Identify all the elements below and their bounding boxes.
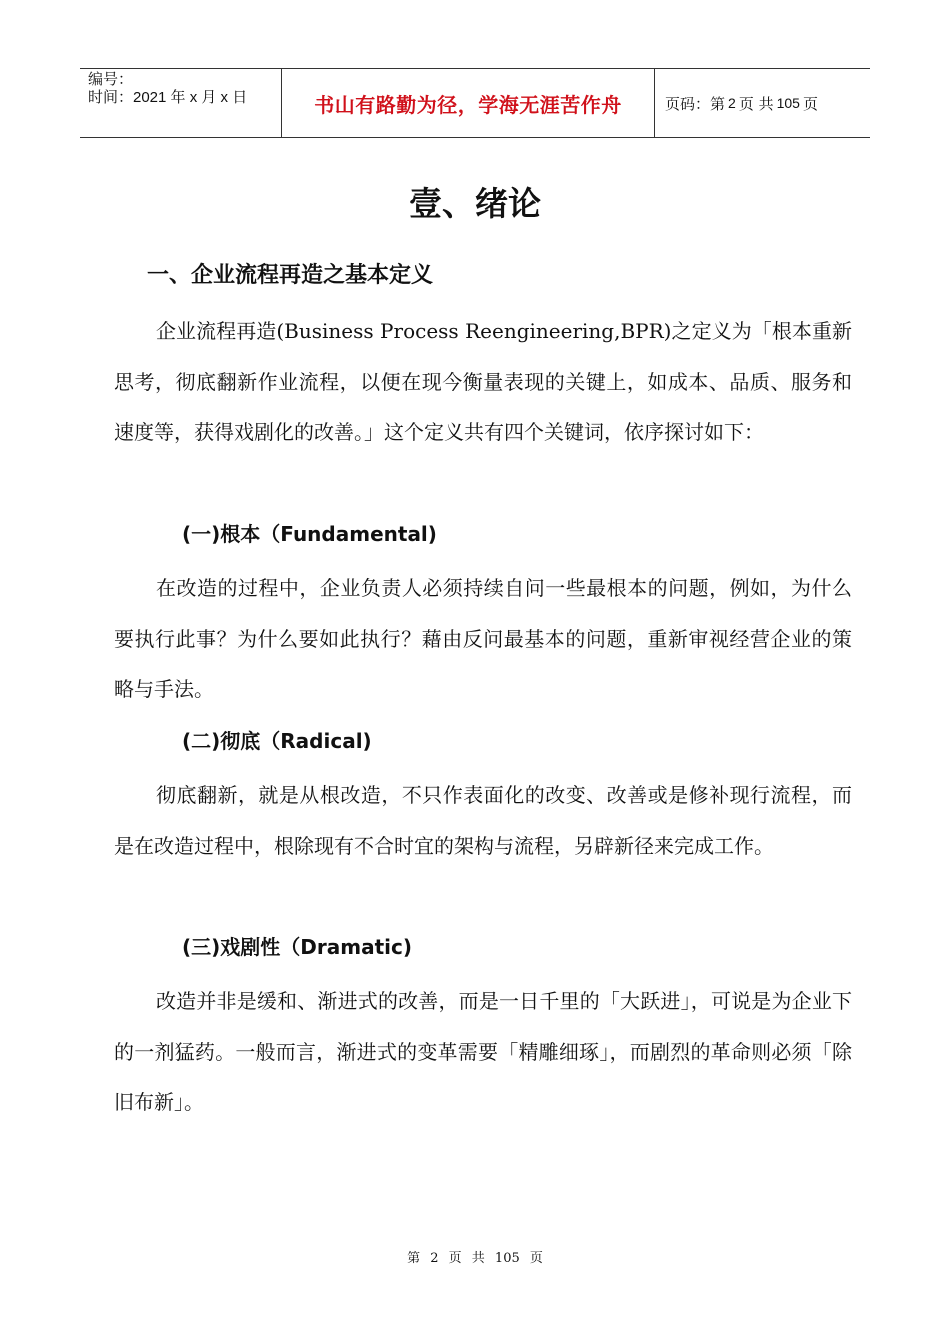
page-header — [80, 68, 870, 138]
section-title: 一、企业流程再造之基本定义 — [147, 263, 434, 288]
serial-label: 编号： — [88, 71, 134, 88]
subsection-title-radical: (二)彻底（Radical) — [182, 729, 372, 753]
page-prefix: 页码：第 — [665, 94, 726, 113]
page-footer: 第 2 页 共 105 页 — [407, 1251, 543, 1266]
subsection-title-dramatic: (三)戏剧性（Dramatic) — [182, 935, 412, 959]
header-motto: 书山有路勤为径，学海无涯苦作舟 — [282, 69, 655, 137]
subsection-title-fundamental: (一)根本（Fundamental) — [182, 522, 437, 546]
subsection-body-radical: 彻底翻新，就是从根改造，不只作表面化的改变、改善或是修补现行流程，而是在改造过程中，根除现有不合时宜的架构与流程，另辟新径来完成工作。 — [114, 783, 852, 858]
page-mid: 页 共 — [738, 94, 774, 113]
page-suffix: 页 — [802, 94, 818, 113]
subsection-body-dramatic: 改造并非是缓和、渐进式的改善，而是一日千里的「大跃进」，可说是为企业下的一剂猛药。一般而言，渐进式的变革需要「精雕细琢」，而剧烈的革命则必须「除旧布新」。 — [114, 989, 852, 1114]
page-total: 105 — [776, 95, 800, 111]
intro-paragraph: 企业流程再造(Business Process Reengineering,BPR)之定义为「根本重新思考，彻底翻新作业流程，以便在现今衡量表现的关键上，如成本、品质、服务和速度等，获得戏剧化的改善。」这个定义共有四个关键词，依序探讨如下： — [114, 319, 852, 444]
time-label: 时间：2021 年 x 月 x 日 — [88, 89, 248, 106]
header-page-info — [655, 69, 870, 137]
subsection-body-fundamental: 在改造的过程中，企业负责人必须持续自问一些最根本的问题，例如，为什么要执行此事？为什么要如此执行？藉由反问最基本的问题，重新审视经营企业的策略与手法。 — [114, 576, 852, 701]
page-current: 2 — [728, 95, 736, 111]
header-meta-cell — [80, 69, 282, 137]
chapter-title: 壹、绪论 — [409, 184, 541, 223]
